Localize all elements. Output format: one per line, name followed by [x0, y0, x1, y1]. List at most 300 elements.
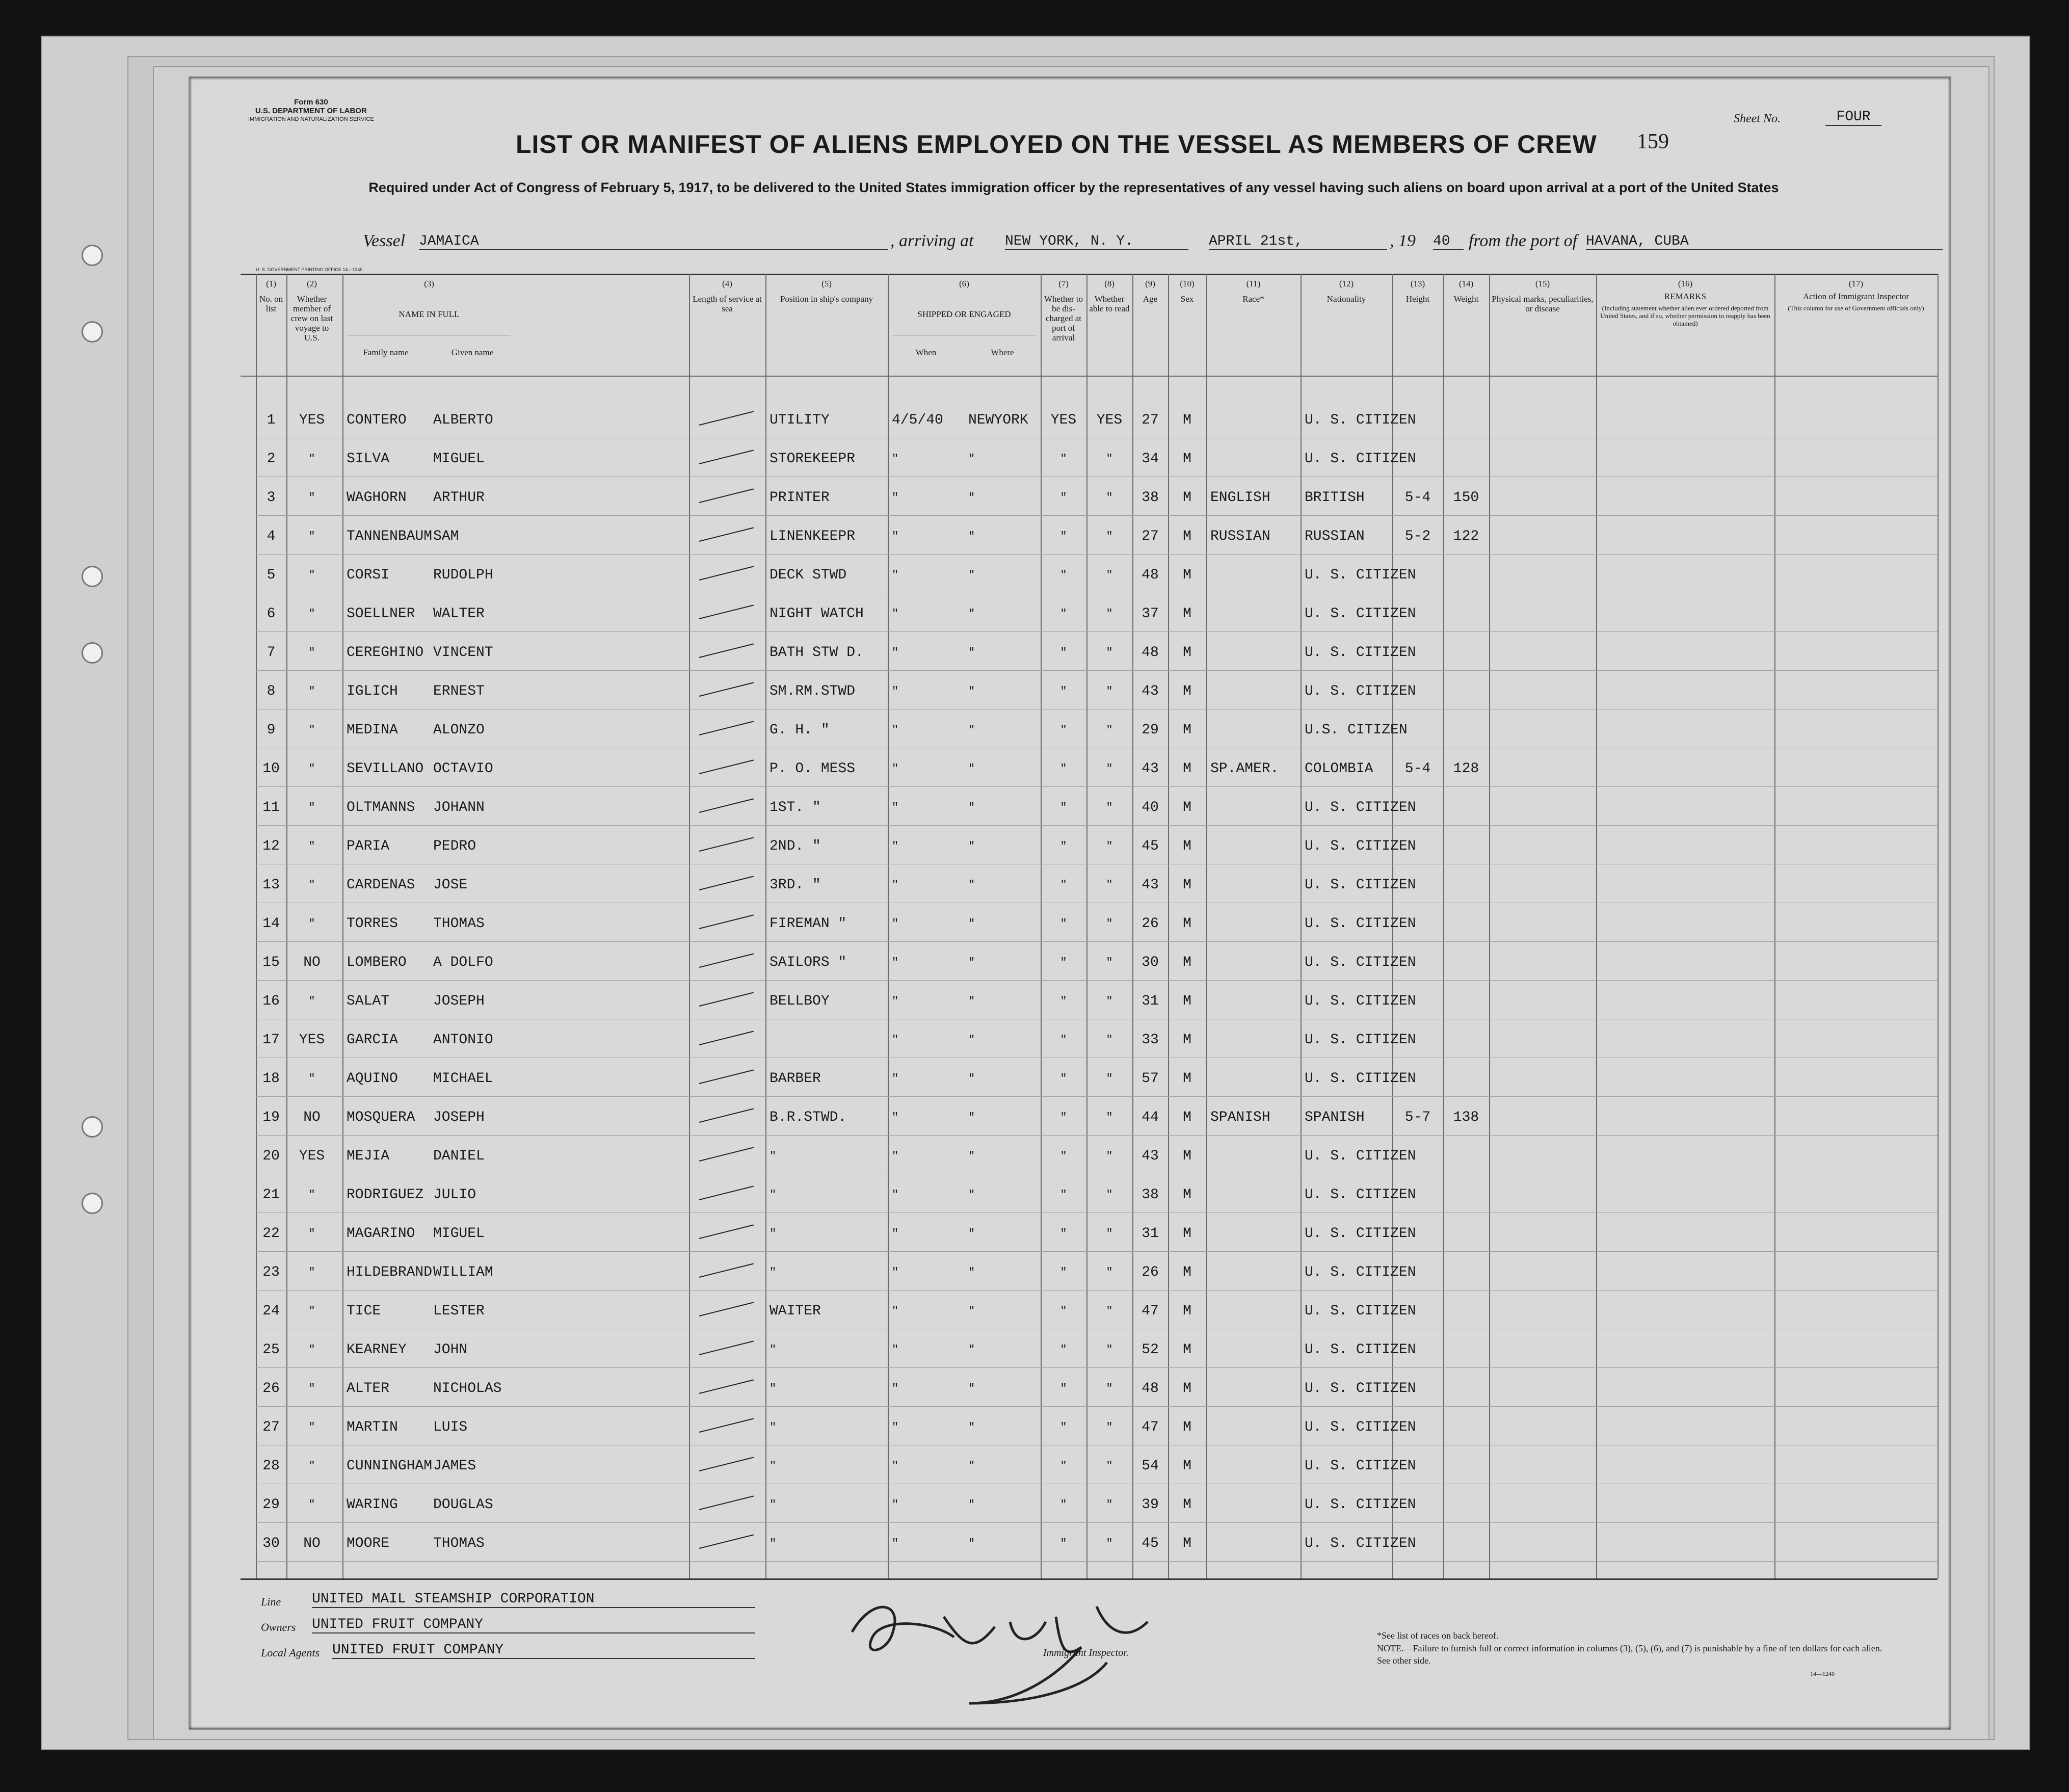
- service: IMMIGRATION AND NATURALIZATION SERVICE: [248, 116, 374, 122]
- table-top-rule: [241, 274, 1938, 275]
- cell-nationality: U. S. CITIZEN: [1305, 1458, 1416, 1474]
- length-of-service-mark: [699, 411, 754, 426]
- cell-prev: ": [308, 917, 315, 930]
- cell-read: ": [1106, 1537, 1113, 1550]
- cell-family: CEREGHINO: [347, 645, 424, 661]
- cell-no: 26: [262, 1381, 280, 1396]
- cell-discharged: ": [1060, 1034, 1067, 1046]
- cell-where: ": [968, 646, 975, 659]
- cell-no: 30: [262, 1536, 280, 1551]
- cell-no: 7: [267, 645, 276, 661]
- cell-where: ": [968, 1305, 975, 1317]
- length-of-service-mark: [699, 759, 754, 774]
- sheet-number-label: Sheet No.: [1734, 112, 1781, 125]
- length-of-service-mark: [699, 1224, 754, 1239]
- table-row: [190, 1341, 1950, 1377]
- cell-where: ": [968, 840, 975, 853]
- cell-prev: YES: [299, 1032, 325, 1048]
- cell-position: BELLBOY: [770, 993, 830, 1009]
- table-row: [190, 682, 1950, 718]
- cell-position: ": [770, 1498, 777, 1511]
- cell-prev: ": [308, 569, 315, 582]
- cell-sex: M: [1183, 529, 1191, 544]
- cell-prev: ": [308, 1072, 315, 1085]
- cell-where: ": [968, 995, 975, 1008]
- cell-age: 57: [1142, 1071, 1159, 1087]
- cell-nationality: U. S. CITIZEN: [1305, 1303, 1416, 1319]
- cell-sex: M: [1183, 1148, 1191, 1164]
- length-of-service-mark: [699, 1457, 754, 1471]
- cell-when: ": [892, 995, 899, 1008]
- cell-prev: NO: [303, 1536, 321, 1551]
- column-number: (12): [1339, 279, 1354, 288]
- column-header: Whether able to read: [1089, 294, 1130, 313]
- cell-prev: NO: [303, 1110, 321, 1125]
- cell-when: ": [892, 1189, 899, 1201]
- length-of-service-mark: [699, 1263, 754, 1278]
- header-bottom-rule: [241, 376, 1938, 377]
- cell-given: JULIO: [433, 1187, 476, 1203]
- cell-age: 47: [1142, 1419, 1159, 1435]
- cell-position: 1ST. ": [770, 800, 821, 815]
- cell-given: WILLIAM: [433, 1264, 493, 1280]
- column-number: (15): [1535, 279, 1550, 288]
- cell-where: ": [968, 956, 975, 969]
- arriving-port: NEW YORK, N. Y.: [1005, 233, 1188, 250]
- cell-read: ": [1106, 724, 1113, 736]
- cell-when: ": [892, 1034, 899, 1046]
- cell-where: ": [968, 762, 975, 775]
- column-number: (5): [821, 279, 832, 288]
- cell-no: 16: [262, 993, 280, 1009]
- cell-sex: M: [1183, 916, 1191, 932]
- cell-read: ": [1106, 1266, 1113, 1279]
- cell-age: 43: [1142, 761, 1159, 777]
- cell-no: 22: [262, 1226, 280, 1242]
- column-header: Age: [1143, 294, 1158, 304]
- cell-no: 21: [262, 1187, 280, 1203]
- department: U.S. DEPARTMENT OF LABOR: [255, 107, 367, 115]
- cell-when: 4/5/40: [892, 412, 943, 428]
- cell-position: ": [770, 1227, 777, 1240]
- agents-label: Local Agents: [261, 1646, 320, 1659]
- cell-no: 8: [267, 683, 276, 699]
- cell-read: ": [1106, 1150, 1113, 1163]
- column-subheader: When: [915, 348, 937, 357]
- cell-no: 13: [262, 877, 280, 893]
- cell-when: ": [892, 1266, 899, 1279]
- table-row: [190, 837, 1950, 873]
- cell-prev: ": [308, 879, 315, 891]
- cell-age: 30: [1142, 955, 1159, 970]
- column-number: (13): [1410, 279, 1425, 288]
- inspector-label: Immigrant Inspector.: [1043, 1647, 1129, 1658]
- cell-position: ": [770, 1189, 777, 1201]
- cell-read: ": [1106, 569, 1113, 582]
- line-label: Line: [261, 1595, 281, 1608]
- cell-sex: M: [1183, 683, 1191, 699]
- cell-given: JOHN: [433, 1342, 468, 1358]
- table-row: [190, 1302, 1950, 1338]
- cell-given: MIGUEL: [433, 1226, 485, 1242]
- table-row: [190, 1031, 1950, 1067]
- cell-where: ": [968, 1343, 975, 1356]
- cell-no: 25: [262, 1342, 280, 1358]
- cell-given: THOMAS: [433, 1536, 485, 1551]
- cell-when: ": [892, 530, 899, 543]
- print-code: 14—1240: [1810, 1670, 1835, 1677]
- length-of-service-mark: [699, 914, 754, 929]
- cell-where: ": [968, 801, 975, 814]
- cell-position: ": [770, 1537, 777, 1550]
- cell-sex: M: [1183, 1071, 1191, 1087]
- cell-where: ": [968, 1189, 975, 1201]
- column-number: (8): [1104, 279, 1115, 288]
- cell-discharged: ": [1060, 762, 1067, 775]
- cell-nationality: U. S. CITIZEN: [1305, 916, 1416, 932]
- column-header: REMARKS: [1664, 292, 1707, 301]
- cell-sex: M: [1183, 490, 1191, 506]
- table-row: [190, 1225, 1950, 1260]
- cell-where: ": [968, 491, 975, 504]
- cell-when: ": [892, 569, 899, 582]
- cell-discharged: ": [1060, 956, 1067, 969]
- page-title: LIST OR MANIFEST OF ALIENS EMPLOYED ON THE VESSEL AS MEMBERS OF CREW: [516, 130, 1597, 159]
- binder-hole: [82, 245, 103, 266]
- cell-family: WAGHORN: [347, 490, 407, 506]
- cell-family: MARTIN: [347, 1419, 398, 1435]
- cell-no: 28: [262, 1458, 280, 1474]
- cell-read: ": [1106, 1111, 1113, 1124]
- column-number: (3): [424, 279, 434, 288]
- cell-no: 4: [267, 529, 276, 544]
- table-row: [190, 489, 1950, 524]
- column-subheader: Given name: [451, 348, 494, 357]
- table-row: [190, 760, 1950, 796]
- cell-prev: ": [308, 646, 315, 659]
- cell-discharged: ": [1060, 1227, 1067, 1240]
- cell-when: ": [892, 917, 899, 930]
- cell-race: SPANISH: [1210, 1110, 1270, 1125]
- column-note: (This column for use of Government officials only): [1788, 304, 1924, 312]
- cell-when: ": [892, 491, 899, 504]
- cell-prev: ": [308, 1498, 315, 1511]
- length-of-service-mark: [699, 798, 754, 813]
- cell-discharged: ": [1060, 1537, 1067, 1550]
- cell-discharged: ": [1060, 1189, 1067, 1201]
- column-number: (1): [266, 279, 276, 288]
- cell-when: ": [892, 1150, 899, 1163]
- agents-name: UNITED FRUIT COMPANY: [332, 1642, 755, 1659]
- cell-age: 43: [1142, 877, 1159, 893]
- binder-hole: [82, 1116, 103, 1138]
- cell-discharged: ": [1060, 1460, 1067, 1472]
- cell-where: ": [968, 1537, 975, 1550]
- cell-age: 44: [1142, 1110, 1159, 1125]
- column-header: Whether to be dis-charged at port of arrival: [1044, 294, 1083, 342]
- table-row: [190, 915, 1950, 951]
- table-row: [190, 1418, 1950, 1454]
- cell-sex: M: [1183, 800, 1191, 815]
- cell-given: ERNEST: [433, 683, 485, 699]
- column-header: Position in ship's company: [780, 294, 873, 304]
- table-row: [190, 1380, 1950, 1415]
- cell-position: G. H. ": [770, 722, 830, 738]
- column-number: (4): [722, 279, 732, 288]
- cell-weight: 138: [1453, 1110, 1479, 1125]
- cell-when: ": [892, 1382, 899, 1395]
- cell-nationality: U. S. CITIZEN: [1305, 955, 1416, 970]
- length-of-service-mark: [699, 837, 754, 852]
- column-header: Height: [1405, 294, 1430, 304]
- cell-when: ": [892, 1305, 899, 1317]
- cell-prev: ": [308, 453, 315, 465]
- cell-nationality: BRITISH: [1305, 490, 1365, 506]
- cell-prev: YES: [299, 412, 325, 428]
- cell-family: MEJIA: [347, 1148, 390, 1164]
- column-number: (2): [307, 279, 317, 288]
- cell-discharged: ": [1060, 1498, 1067, 1511]
- cell-discharged: ": [1060, 646, 1067, 659]
- cell-age: 34: [1142, 451, 1159, 467]
- cell-nationality: U. S. CITIZEN: [1305, 1226, 1416, 1242]
- table-row: [190, 799, 1950, 834]
- owners-name: UNITED FRUIT COMPANY: [312, 1617, 755, 1633]
- cell-prev: NO: [303, 955, 321, 970]
- cell-age: 29: [1142, 722, 1159, 738]
- year-prefix: , 19: [1390, 231, 1416, 250]
- cell-read: ": [1106, 1034, 1113, 1046]
- column-number: (16): [1678, 279, 1693, 288]
- cell-given: DANIEL: [433, 1148, 485, 1164]
- cell-height: 5-4: [1404, 761, 1431, 777]
- length-of-service-mark: [699, 527, 754, 542]
- table-row: [190, 1263, 1950, 1299]
- table-row: [190, 1070, 1950, 1105]
- cell-when: ": [892, 646, 899, 659]
- cell-position: ": [770, 1150, 777, 1163]
- cell-read: ": [1106, 1498, 1113, 1511]
- line-name: UNITED MAIL STEAMSHIP CORPORATION: [312, 1591, 755, 1608]
- length-of-service-mark: [699, 488, 754, 503]
- column-number: (6): [959, 279, 969, 288]
- cell-age: 43: [1142, 1148, 1159, 1164]
- cell-no: 2: [267, 451, 276, 467]
- cell-no: 18: [262, 1071, 280, 1087]
- page-stamp: 159: [1637, 130, 1669, 153]
- length-of-service-mark: [699, 604, 754, 619]
- cell-no: 9: [267, 722, 276, 738]
- table-row: [190, 450, 1950, 486]
- length-of-service-mark: [699, 1534, 754, 1549]
- length-of-service-mark: [699, 1302, 754, 1316]
- cell-nationality: U. S. CITIZEN: [1305, 567, 1416, 583]
- cell-position: ": [770, 1266, 777, 1279]
- cell-discharged: ": [1060, 1382, 1067, 1395]
- cell-age: 39: [1142, 1497, 1159, 1513]
- cell-no: 14: [262, 916, 280, 932]
- cell-prev: ": [308, 762, 315, 775]
- cell-height: 5-2: [1404, 529, 1431, 544]
- cell-sex: M: [1183, 567, 1191, 583]
- cell-discharged: ": [1060, 1266, 1067, 1279]
- cell-when: ": [892, 801, 899, 814]
- length-of-service-mark: [699, 682, 754, 697]
- cell-no: 6: [267, 606, 276, 622]
- cell-read: ": [1106, 530, 1113, 543]
- cell-age: 48: [1142, 567, 1159, 583]
- cell-discharged: ": [1060, 840, 1067, 853]
- cell-given: WALTER: [433, 606, 485, 622]
- cell-read: ": [1106, 801, 1113, 814]
- cell-nationality: U. S. CITIZEN: [1305, 838, 1416, 854]
- column-subheader: Where: [991, 348, 1014, 357]
- column-header: Sex: [1180, 294, 1194, 304]
- cell-family: OLTMANNS: [347, 800, 415, 815]
- cell-nationality: U. S. CITIZEN: [1305, 1536, 1416, 1551]
- cell-discharged: ": [1060, 724, 1067, 736]
- table-row: [190, 1496, 1950, 1532]
- cell-position: 3RD. ": [770, 877, 821, 893]
- binder-hole: [82, 642, 103, 664]
- cell-nationality: U. S. CITIZEN: [1305, 451, 1416, 467]
- column-subheader: Family name: [363, 348, 409, 357]
- cell-prev: ": [308, 1305, 315, 1317]
- cell-family: TICE: [347, 1303, 381, 1319]
- cell-when: ": [892, 1343, 899, 1356]
- cell-prev: ": [308, 1382, 315, 1395]
- cell-family: CARDENAS: [347, 877, 415, 893]
- cell-discharged: ": [1060, 1150, 1067, 1163]
- cell-family: LOMBERO: [347, 955, 407, 970]
- page-subtitle: Required under Act of Congress of February 5, 1917, to be delivered to the United States immigration officer by the representatives of any vessel having such aliens on board upon arrival at a port of the United States: [368, 180, 1779, 195]
- cell-read: ": [1106, 1072, 1113, 1085]
- length-of-service-mark: [699, 450, 754, 464]
- cell-position: UTILITY: [770, 412, 830, 428]
- cell-given: JOSEPH: [433, 1110, 485, 1125]
- cell-prev: ": [308, 840, 315, 853]
- cell-position: ": [770, 1421, 777, 1434]
- cell-sex: M: [1183, 877, 1191, 893]
- cell-given: ANTONIO: [433, 1032, 493, 1048]
- cell-discharged: ": [1060, 995, 1067, 1008]
- column-header: Race*: [1242, 294, 1264, 304]
- cell-weight: 150: [1453, 490, 1479, 506]
- cell-given: MIGUEL: [433, 451, 485, 467]
- cell-nationality: U. S. CITIZEN: [1305, 683, 1416, 699]
- cell-family: IGLICH: [347, 683, 398, 699]
- cell-nationality: U. S. CITIZEN: [1305, 1032, 1416, 1048]
- table-row: [190, 644, 1950, 679]
- cell-position: B.R.STWD.: [770, 1110, 847, 1125]
- cell-where: ": [968, 1421, 975, 1434]
- cell-race: ENGLISH: [1210, 490, 1270, 506]
- length-of-service-mark: [699, 1069, 754, 1084]
- cell-where: ": [968, 1227, 975, 1240]
- cell-given: A DOLFO: [433, 955, 493, 970]
- cell-sex: M: [1183, 645, 1191, 661]
- length-of-service-mark: [699, 1418, 754, 1433]
- cell-discharged: ": [1060, 569, 1067, 582]
- cell-no: 19: [262, 1110, 280, 1125]
- cell-discharged: YES: [1050, 412, 1077, 428]
- column-header: Weight: [1453, 294, 1479, 304]
- column-note: (Including statement whether alien ever ordered deported from United States, and if so, whether permission to reapply has been obtained): [1600, 304, 1770, 327]
- cell-given: JOSEPH: [433, 993, 485, 1009]
- cell-read: ": [1106, 1189, 1113, 1201]
- length-of-service-mark: [699, 1147, 754, 1162]
- length-of-service-mark: [699, 1031, 754, 1045]
- cell-where: ": [968, 1072, 975, 1085]
- arrival-date: APRIL 21st,: [1209, 233, 1387, 250]
- cell-nationality: U. S. CITIZEN: [1305, 1071, 1416, 1087]
- cell-where: ": [968, 1150, 975, 1163]
- cell-nationality: U. S. CITIZEN: [1305, 1381, 1416, 1396]
- cell-nationality: U. S. CITIZEN: [1305, 645, 1416, 661]
- cell-sex: M: [1183, 1032, 1191, 1048]
- printing-office: U. S. GOVERNMENT PRINTING OFFICE 14—1240: [256, 267, 363, 272]
- cell-age: 37: [1142, 606, 1159, 622]
- cell-given: JOHANN: [433, 800, 485, 815]
- cell-discharged: ": [1060, 685, 1067, 698]
- cell-prev: ": [308, 724, 315, 736]
- table-row: [190, 1186, 1950, 1222]
- cell-when: ": [892, 724, 899, 736]
- cell-family: SILVA: [347, 451, 390, 467]
- cell-sex: M: [1183, 1458, 1191, 1474]
- cell-nationality: U. S. CITIZEN: [1305, 1264, 1416, 1280]
- column-header: NAME IN FULL: [399, 309, 460, 319]
- column-number: (14): [1458, 279, 1474, 288]
- cell-race: SP.AMER.: [1210, 761, 1279, 777]
- cell-family: KEARNEY: [347, 1342, 407, 1358]
- cell-sex: M: [1183, 1110, 1191, 1125]
- cell-family: MOSQUERA: [347, 1110, 415, 1125]
- cell-family: MAGARINO: [347, 1226, 415, 1242]
- cell-discharged: ": [1060, 879, 1067, 891]
- cell-discharged: ": [1060, 530, 1067, 543]
- cell-discharged: ": [1060, 453, 1067, 465]
- cell-where: ": [968, 1382, 975, 1395]
- cell-age: 26: [1142, 1264, 1159, 1280]
- cell-sex: M: [1183, 1226, 1191, 1242]
- cell-given: NICHOLAS: [433, 1381, 502, 1396]
- cell-where: ": [968, 1498, 975, 1511]
- cell-where: ": [968, 453, 975, 465]
- cell-where: ": [968, 530, 975, 543]
- cell-where: ": [968, 724, 975, 736]
- cell-family: SEVILLANO: [347, 761, 424, 777]
- table-row: [190, 1457, 1950, 1493]
- vessel-label: Vessel: [363, 231, 406, 250]
- cell-when: ": [892, 453, 899, 465]
- sheet-number-value: FOUR: [1825, 109, 1881, 126]
- cell-sex: M: [1183, 412, 1191, 428]
- column-number: (17): [1848, 279, 1864, 288]
- cell-family: CONTERO: [347, 412, 407, 428]
- cell-prev: ": [308, 1343, 315, 1356]
- cell-where: ": [968, 608, 975, 620]
- cell-family: TANNENBAUM: [347, 529, 433, 544]
- column-number: (11): [1246, 279, 1261, 288]
- cell-sex: M: [1183, 761, 1191, 777]
- cell-age: 45: [1142, 838, 1159, 854]
- cell-no: 29: [262, 1497, 280, 1513]
- cell-no: 24: [262, 1303, 280, 1319]
- cell-position: LINENKEEPR: [770, 529, 856, 544]
- cell-read: ": [1106, 995, 1113, 1008]
- cell-where: ": [968, 1034, 975, 1046]
